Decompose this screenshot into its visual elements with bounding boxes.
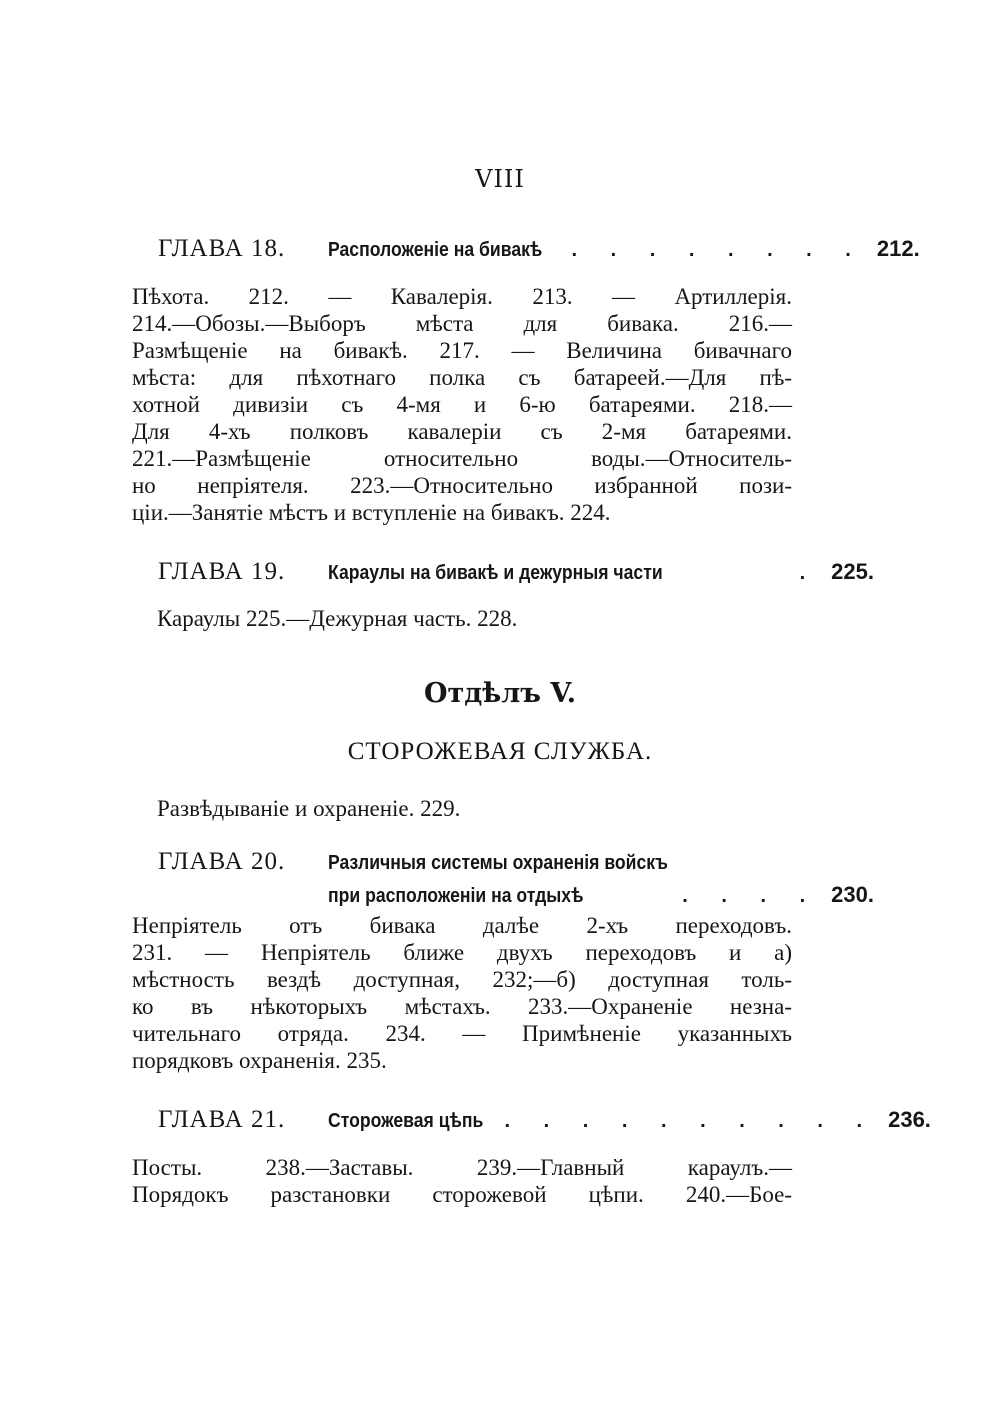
chapter-20-heading	[132, 848, 874, 916]
text-line: чительнаго отряда. 234. — Примѣненіе указанныхъ	[132, 1021, 792, 1046]
part-title: Отдѣлъ V.	[423, 678, 576, 709]
chapter-title: Расположеніе на бивакѣ	[328, 239, 543, 261]
chapter-21-contents	[132, 1154, 792, 1208]
part-intro: Развѣдываніе и охраненіе. 229.	[157, 796, 461, 821]
chapter-page-number: 212.	[876, 236, 920, 261]
text-line: Порядокъ разстановки сторожевой цѣпи. 240.—Бое-	[132, 1182, 792, 1207]
chapter-18-heading	[132, 235, 920, 269]
text-line: хотной дивизіи съ 4-мя и 6-ю батареями. 218.—	[132, 392, 792, 417]
chapter-20-contents	[132, 912, 792, 1074]
text-line: Непріятель отъ бивака далѣе 2-хъ переходовъ.	[132, 913, 792, 938]
page-number: VIII	[475, 165, 525, 193]
text-line: Размѣщеніе на бивакѣ. 217. — Величина бивачнаго	[132, 338, 792, 363]
chapter-title: Караулы на бивакѣ и дежурныя части	[328, 562, 663, 584]
text-line: 214.—Обозы.—Выборъ мѣста для бивака. 216.—	[132, 311, 792, 336]
chapter-18-contents	[132, 283, 792, 526]
chapter-label: ГЛАВА 21.	[158, 1106, 286, 1133]
text-line: 231. — Непріятель ближе двухъ переходовъ и а)	[132, 940, 792, 965]
chapter-label: ГЛАВА 19.	[158, 558, 286, 585]
text-line: Пѣхота. 212. — Кавалерія. 213. — Артиллерія.	[132, 284, 792, 309]
chapter-label: ГЛАВА 18.	[158, 235, 286, 262]
text-line: ко въ нѣкоторыхъ мѣстахъ. 233.—Охраненіе незна-	[132, 994, 792, 1019]
text-line: ціи.—Занятіе мѣстъ и вступленіе на бивакъ. 224.	[132, 500, 611, 525]
leader-dots: . . . .	[682, 885, 820, 907]
chapter-page-number: 236.	[888, 1107, 931, 1132]
text-line: мѣстность вездѣ доступная, 232;—б) доступная толь-	[132, 967, 792, 992]
chapter-page-number: 225.	[831, 559, 874, 584]
leader-dots: . . . . . . . .	[571, 239, 865, 261]
chapter-title-line-1: Различныя системы охраненія войскъ	[328, 852, 668, 874]
chapter-19-heading	[132, 558, 874, 592]
chapter-title-line-2: при расположеніи на отдыхѣ	[328, 885, 584, 907]
chapter-label: ГЛАВА 20.	[158, 848, 286, 875]
text-line: но непріятеля. 223.—Относительно избранной пози-	[132, 473, 792, 498]
leader-dots: .	[799, 562, 820, 584]
text-line: Посты. 238.—Заставы. 239.—Главный караулъ.—	[132, 1155, 792, 1180]
text-line: порядковъ охраненія. 235.	[132, 1048, 387, 1073]
chapter-page-number: 230.	[831, 882, 874, 907]
text-line: мѣста: для пѣхотнаго полка съ батареей.—Для пѣ-	[132, 365, 792, 390]
leader-dots: . . . . . . . . . .	[504, 1110, 877, 1132]
text-line: 221.—Размѣщеніе относительно воды.—Относитель-	[132, 446, 792, 471]
section-title: СТОРОЖЕВАЯ СЛУЖБА.	[347, 738, 653, 765]
chapter-21-heading	[132, 1106, 931, 1140]
chapter-title: Сторожевая цѣпь	[328, 1110, 484, 1132]
text-line: Для 4-хъ полковъ кавалеріи съ 2-мя батареями.	[132, 419, 792, 444]
chapter-19-contents: Караулы 225.—Дежурная часть. 228.	[157, 606, 518, 631]
